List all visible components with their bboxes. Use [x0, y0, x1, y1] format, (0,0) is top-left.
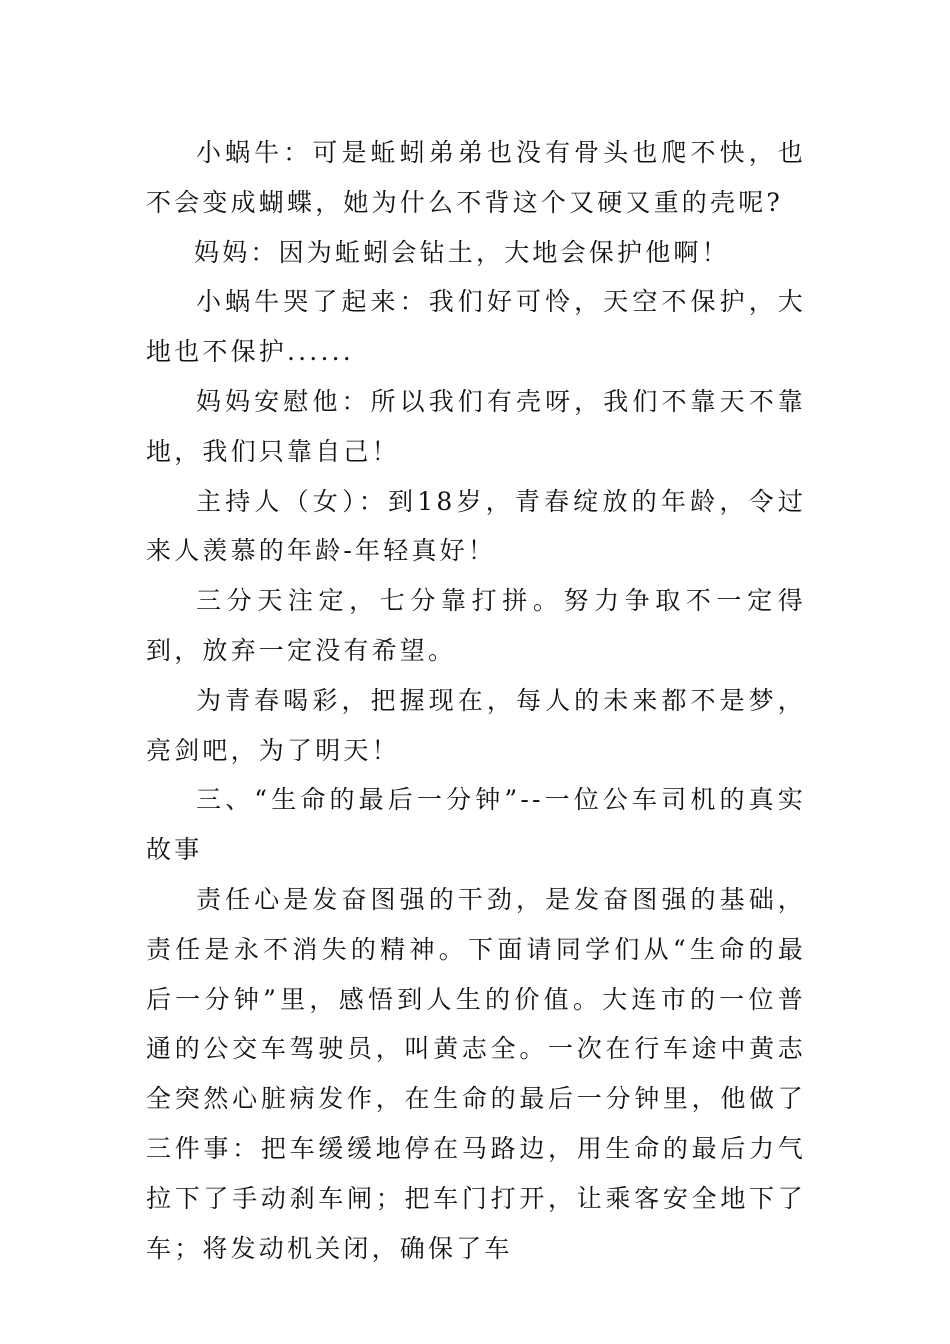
paragraph-mother-answer: 妈妈：因为蚯蚓会钻土，大地会保护他啊！: [194, 237, 730, 267]
section-heading-three: 三、“生命的最后一分钟”--一位公车司机的真实故事: [146, 785, 806, 865]
paragraph-responsibility: 责任心是发奋图强的干劲，是发奋图强的基础，责任是永不消失的精神。下面请同学们从“生命的最后一分钟”里，感悟到人生的价值。大连市的一位普通的公交车驾驶员，叫黄志全。一次在行车途中黄志全突然心脏病发作，在生命的最后一分钟里，他做了三件事：把车缓缓地停在马路边，用生命的最后力气拉下了手动刹车闸；把车门打开，让乘客安全地下了车；将发动机关闭，确保了车: [146, 884, 806, 1263]
paragraph-snail-cries: 小蜗牛哭了起来：我们好可怜，天空不保护，大地也不保护......: [146, 287, 806, 367]
paragraph-snail-question: 小蜗牛：可是蚯蚓弟弟也没有骨头也爬不快，也不会变成蝴蝶，她为什么不背这个又硬又重的壳呢?: [146, 138, 806, 217]
document-body: [146, 128, 806, 1273]
paragraph-effort: 三分天注定，七分靠打拼。努力争取不一定得到，放弃一定没有希望。: [146, 586, 806, 665]
paragraph-host-female: 主持人（女）：到18岁，青春绽放的年龄，令过来人羡慕的年龄-年轻真好！: [146, 486, 806, 566]
paragraph-cheer-youth: 为青春喝彩，把握现在，每人的未来都不是梦，亮剑吧，为了明天！: [146, 685, 806, 765]
paragraph-mother-comforts: 妈妈安慰他：所以我们有壳呀，我们不靠天不靠地，我们只靠自己！: [146, 386, 806, 466]
